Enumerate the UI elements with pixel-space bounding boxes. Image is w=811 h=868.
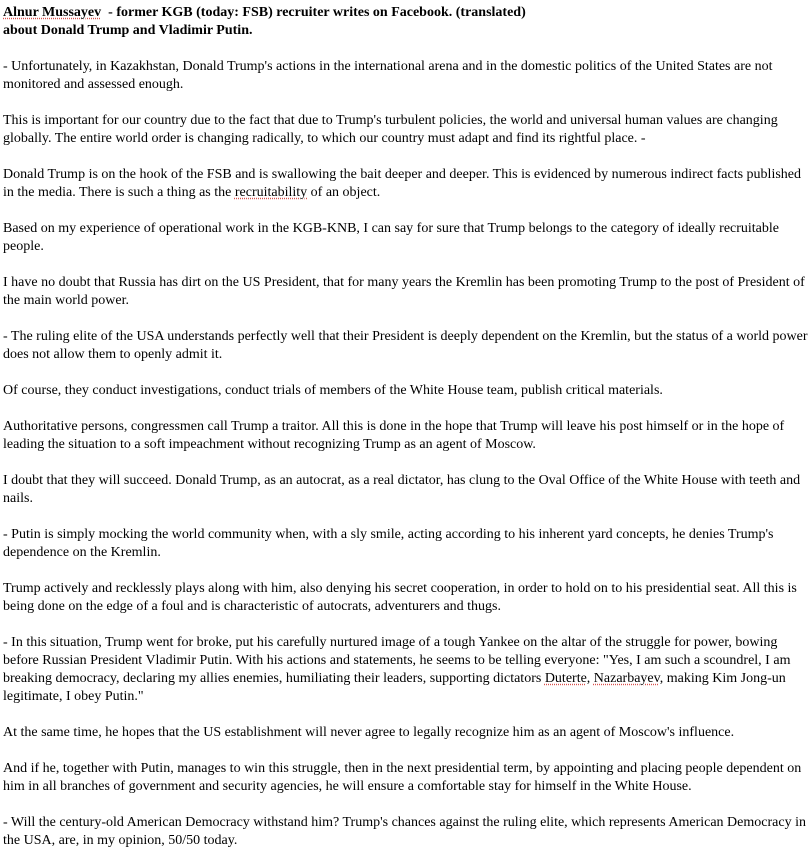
spellcheck-flagged-word: Nazarbayev — [593, 671, 660, 686]
paragraph: I have no doubt that Russia has dirt on the US President, that for many years the Kremlin has been promoting Trump to the post of President of the main world power. — [3, 275, 805, 308]
document-heading — [3, 4, 809, 40]
paragraph: Based on my experience of operational work in the KGB-KNB, I can say for sure that Trump belongs to the category of ideally recruitable people. — [3, 221, 780, 254]
paragraph: Trump actively and recklessly plays along with him, also denying his secret cooperation, in order to hold on to his presidential seat. All this is being done on the edge of a foul and is characteristic of autocrats, adventurers and thugs. — [3, 581, 797, 614]
paragraph: This is important for our country due to the fact that due to Trump's turbulent policies, the world and universal human values are changing globally. The entire world order is changing radically, to which our country must adapt and find its rightful place. - — [3, 113, 778, 146]
paragraph: Authoritative persons, congressmen call Trump a traitor. All this is done in the hope that Trump will leave his post himself or in the hope of leading the situation to a soft impeachment without recognizing Trump as an agent of Moscow. — [3, 419, 785, 452]
paragraph: - Will the century-old American Democracy withstand him? Trump's chances against the ruling elite, which represents American Democracy in the USA, are, in my opinion, 50/50 today. — [3, 815, 806, 848]
paragraph — [3, 634, 809, 706]
heading-line2: about Donald Trump and Vladimir Putin. — [3, 23, 253, 38]
paragraph: And if he, together with Putin, manages to win this struggle, then in the next presidential term, by appointing and placing people dependent on him in all branches of government and security agencies, he will ensure a comfortable stay for himself in the White House. — [3, 761, 802, 794]
paragraph-text: , — [586, 671, 594, 686]
paragraph: - The ruling elite of the USA understands perfectly well that their President is deeply dependent on the Kremlin, but the status of a world power does not allow them to openly admit it. — [3, 329, 808, 362]
spellcheck-flagged-word: recruitability — [234, 185, 308, 200]
paragraph: - Unfortunately, in Kazakhstan, Donald Trump's actions in the international arena and in the domestic politics of the United States are not monitored and assessed enough. — [3, 59, 773, 92]
paragraph-text: - In this situation, Trump went for broke, put his carefully nurtured image of a tough Yankee on the altar of the struggle for power, bowing before Russian President Vladimir Putin. With his actions and statements, he seems to be telling everyone: "Yes, I am such a scoundrel, I am breaking democracy, declaring my allies enemies, humiliating their leaders, supporting dictators — [3, 635, 791, 686]
paragraph: - Putin is simply mocking the world community when, with a sly smile, acting according to his inherent yard concepts, he denies Trump's dependence on the Kremlin. — [3, 527, 774, 560]
paragraph: Of course, they conduct investigations, conduct trials of members of the White House team, publish critical materials. — [3, 383, 663, 398]
paragraph: I doubt that they will succeed. Donald Trump, as an autocrat, as a real dictator, has clung to the Oval Office of the White House with teeth and nails. — [3, 473, 801, 506]
paragraph — [3, 166, 809, 202]
heading-line1-rest: - former KGB (today: FSB) recruiter writes on Facebook. (translated) — [101, 5, 526, 20]
author-name: Alnur Mussayev — [3, 5, 102, 20]
paragraph-text: Donald Trump is on the hook of the FSB and is swallowing the bait deeper and deeper. This is evidenced by numerous indirect facts published in the media. There is such a thing as the — [3, 167, 801, 200]
paragraph: At the same time, he hopes that the US establishment will never agree to legally recognize him as an agent of Moscow's influence. — [3, 725, 735, 740]
spellcheck-flagged-word: Duterte — [544, 671, 587, 686]
paragraph-text: of an object. — [307, 185, 381, 200]
document-body[interactable] — [3, 4, 809, 868]
paragraph-text: , making Kim Jong-un legitimate, I obey Putin." — [3, 671, 786, 704]
